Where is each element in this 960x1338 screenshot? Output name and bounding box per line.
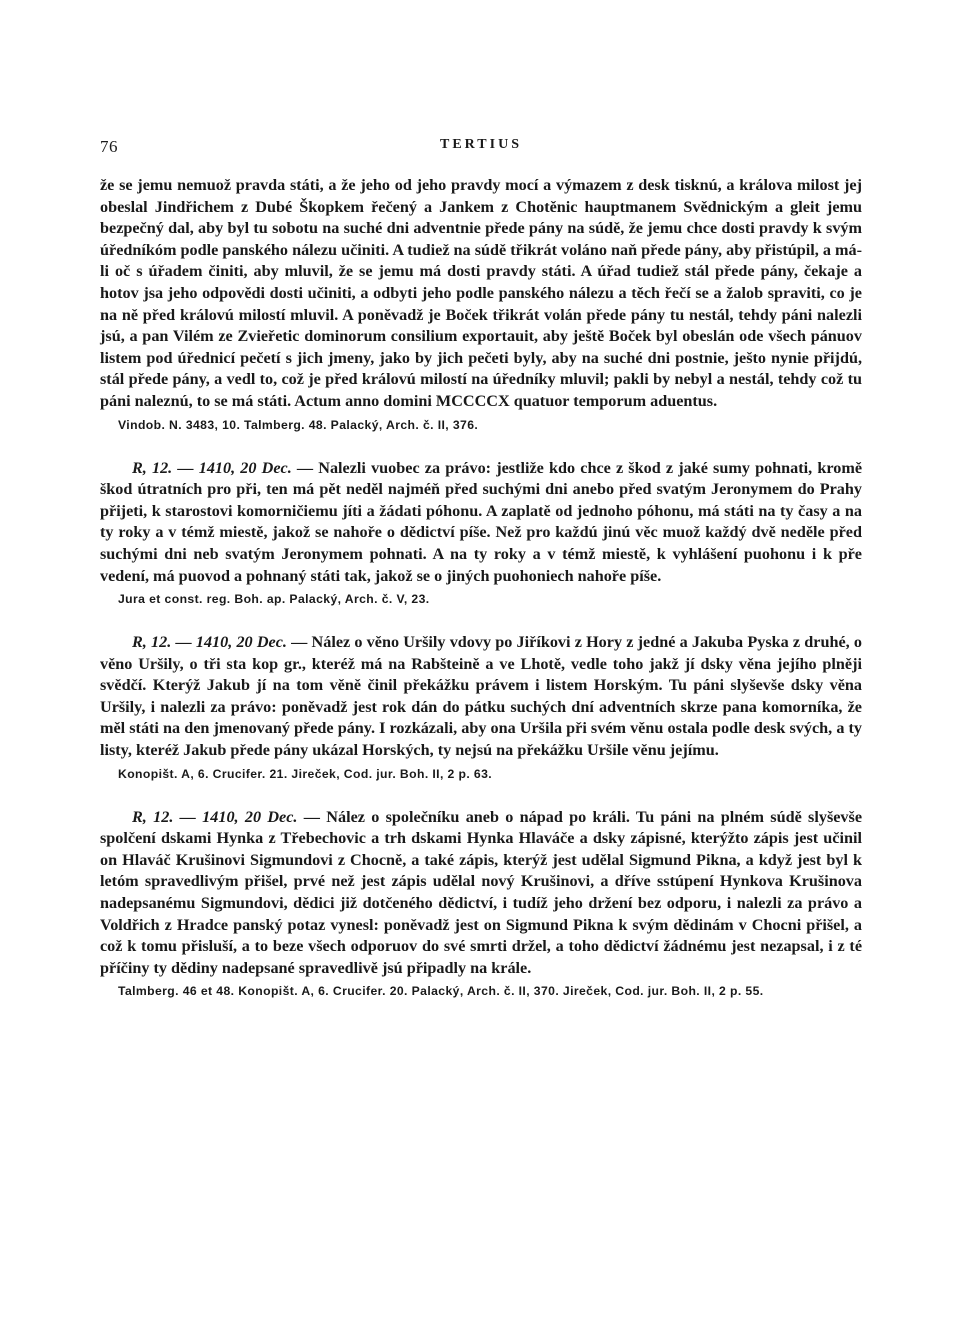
source-citation: Jura et const. reg. Boh. ap. Palacký, Arch. č. V, 23. xyxy=(118,592,430,607)
entry-heading: R, 12. — 1410, 20 Dec. xyxy=(132,633,287,652)
page-header xyxy=(100,137,862,159)
entry-heading: R, 12. — 1410, 20 Dec. xyxy=(132,458,292,477)
entry-text: — Nález o věno Uršily vdovy po Jiříkovi z Hory z jedné a Jakuba Pyska z druhé, o věno Uršily, o tři sta kop gr., kteréž má na Rabšteině a ve Lhotě, vedle toho jakž jí dsky věna jejího plněji svědčí. Kterýž Jakub jí na tom věně činil překážku právem i listem Horským. Tu páni slyševše dsky věna Uršily, i nalezli za právo: poněvadž jest rok dán do pátku suchých dní adventních skrze pana komorníka, že měl státi na den jmenovaný přede pány. I rozkázali, aby ona Uršila při svém věnu ostala podle desk svých, a ty listy, kteréž Jakub přede pány ukázal Horských, ty nejsú na překážku Uršile věnu jejímu. xyxy=(100,633,863,760)
document-body xyxy=(100,175,862,1000)
entry-text: — Nález o společníku aneb o nápad po králi. Tu páni na plném súdě slyševše spolčení dskami Hynka z Třebechovic a trh dskami Hynka Hlaváče a dsky zápisné, kterýžto zápis jest učinil on Hlaváč Krušinovi Sigmundovi z Chocně, a také zápis, kterýž jest udělal Sigmund Pikna, a když jest byl k letóm spravedlivým přišel, prvé než jest zápis udělal nový Krušinovi, a dříve sstúpení Hynkova Krušinova nadepsanému Sigmundovi, dědici již dotčeného dědictví, i tudíž jeho držení bez odporu, i nalezli za právo a Voldřich z Hradce panský potaz vynesl: poněvadž jest on Sigmund Pikna k svým dědinám v Chocni přišel, a což k tomu přisluší, a to beze všech odporuov do své smrti držel, a toho dědictví žádnému jest nezapsal, i z té příčiny ty dědiny nadepsané spravedlivě jsú připadly na krále. xyxy=(100,807,863,977)
entry-text: — Nalezli vuobec za právo: jestliže kdo chce z škod z jaké sumy pohnati, kromě škod útratních pro při, ten má pět neděl najméň před suchými dni anebo před svatým Jeronymem do Prahy přijeti, k starostovi komorničiemu jíti a žádati póhonu. A zaplatě od jednoho póhonu, má státi na ty časy a na ty roky a v témž miestě, jakož se nahoře o dědictví píše. Než pro každú jinú věc muož každý dvě neděle před suchými dni neb svatým Jeronymem pohnati. A na ty roky a v témž miestě, k vyhlášení puohonu i k pře vedení, má puovod a pohnaný státi tak, jakož se o jiných puohoniech nahoře píše. xyxy=(100,458,863,585)
section-gap xyxy=(100,783,862,807)
source-citation: Talmberg. 46 et 48. Konopišt. A, 6. Crucifer. 20. Palacký, Arch. č. II, 370. Jireček, Cod. jur. Boh. II, 2 p. 55. xyxy=(118,984,764,999)
entry-paragraph xyxy=(100,632,862,762)
running-head: TERTIUS xyxy=(440,137,522,152)
source-citation: Konopišt. A, 6. Crucifer. 21. Jireček, Cod. jur. Boh. II, 2 p. 63. xyxy=(118,766,493,781)
entry-paragraph xyxy=(100,458,862,588)
section-gap xyxy=(100,434,862,458)
section-gap xyxy=(100,608,862,632)
entry-text: že se jemu nemuož pravda státi, a že jeho od jeho pravdy mocí a výmazem z desk tisknú, a králova milost jej obeslal Jindřichem z Dubé Škopkem řečený a Jankem z Chotěnic hauptmanem Svědnickým a gleit jemu bezpečný dal, aby byl tu sobotu na suché dni adventnie přede pány na súdě, že jemu chce dosti pravdy k svým úředníkóm podle panského nálezu učiniti. A tudiež na súdě třikrát voláno naň přede pány, aby přistúpil, a má-li oč s úřadem činiti, aby mluvil, že se jemu má dosti pravdy státi. A úřad tudiež stál přede pány, čekaje a hotov jsa jeho odpovědi dosti učiniti, a odbyti jeho podle panského nálezu a těch řečí se a žalob spraviti, co je na ně před královú milostí mluvil. A poněvadž je Boček třikrát volán přede pány tu nestál, tehdy páni nalezli jsú, a pan Vilém ze Zvieřetic dominorum consilium exportauit, aby ještě Boček byl obeslán ode všech pánuov listem pod úřednicí pečetí s jich jmeny, jako by jich pečeti byly, aby na suché dni postnie, ješto nynie přijdú, stál přede pány, a vedl to, což je před královú milostí na úředníky mluvil; pakli by nebyl a nestál, tehdy což tu páni naleznú, to se má státi. Actum anno domini MCCCCX quatuor temporum aduentus. xyxy=(100,176,862,410)
page-number: 76 xyxy=(100,137,118,156)
entry-paragraph xyxy=(100,807,862,980)
entry-heading: R, 12. — 1410, 20 Dec. xyxy=(132,807,298,826)
source-citation: Vindob. N. 3483, 10. Talmberg. 48. Palacký, Arch. č. II, 376. xyxy=(118,417,479,432)
